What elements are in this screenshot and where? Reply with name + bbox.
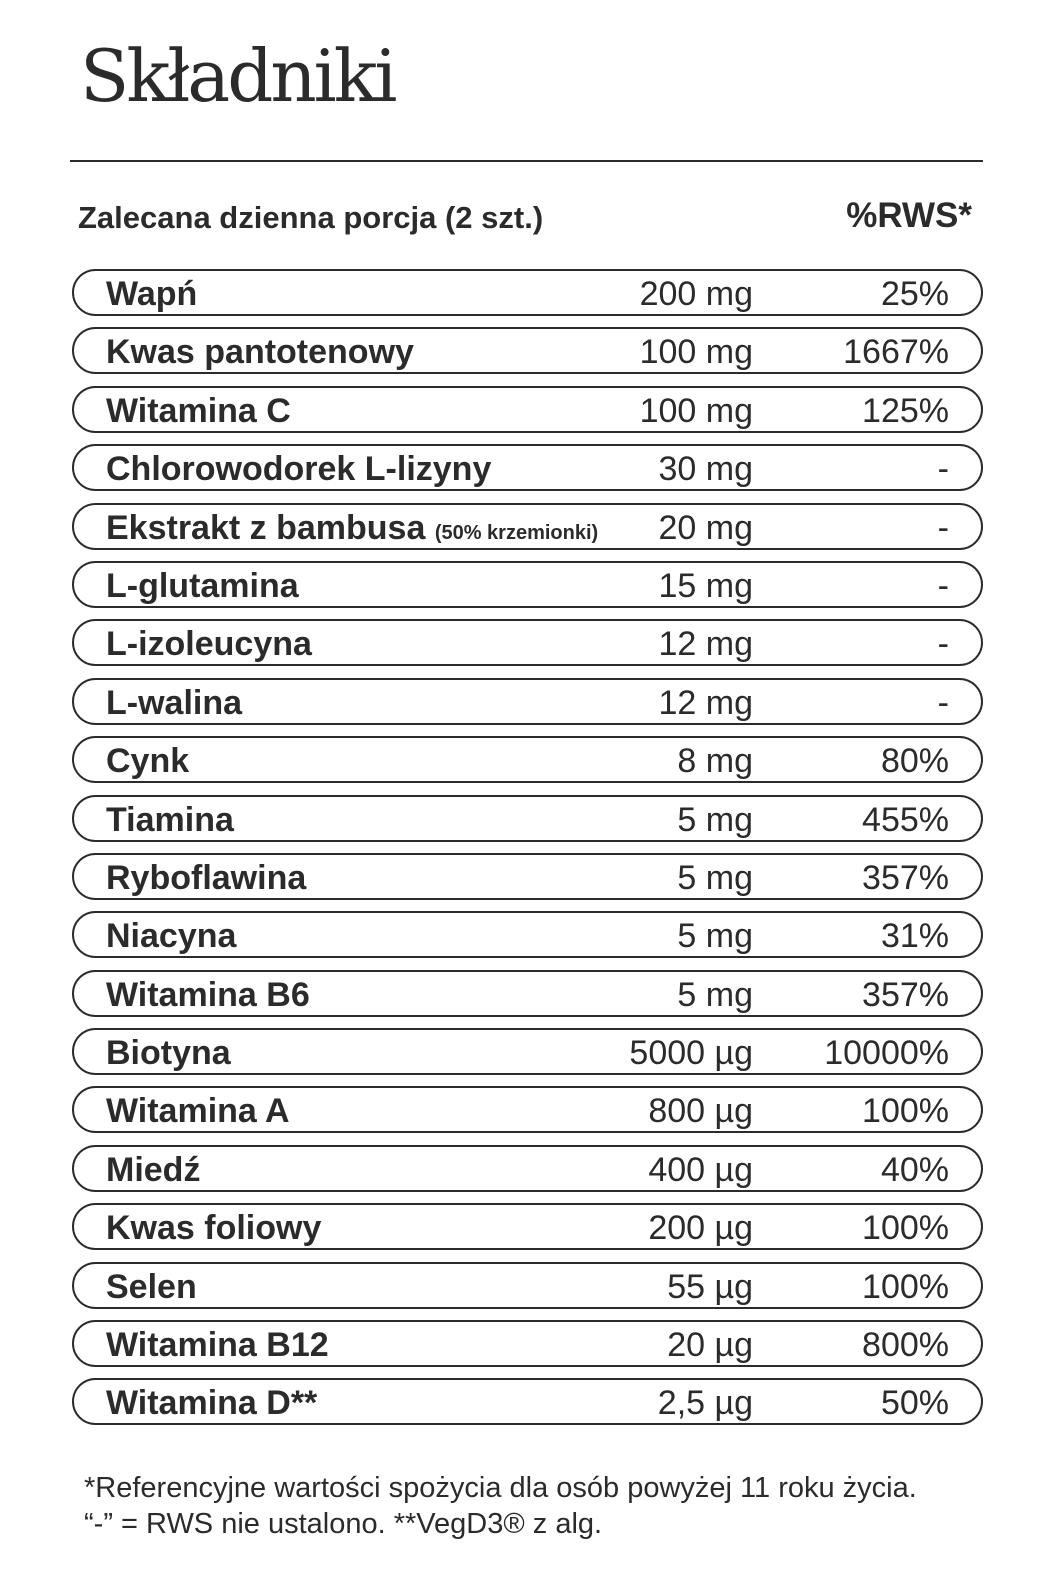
ingredient-rws: 50% bbox=[880, 1384, 949, 1423]
ingredient-rws: 100% bbox=[862, 1267, 949, 1306]
table-row bbox=[72, 1086, 983, 1133]
ingredient-amount: 55 µg bbox=[667, 1267, 753, 1306]
ingredient-amount: 8 mg bbox=[677, 742, 753, 781]
ingredient-name: Witamina C bbox=[106, 391, 291, 430]
ingredient-amount: 12 mg bbox=[658, 625, 753, 664]
table-row bbox=[72, 1203, 983, 1250]
table-row bbox=[72, 1378, 983, 1425]
ingredient-name: Ryboflawina bbox=[106, 858, 307, 897]
divider bbox=[70, 160, 983, 162]
ingredient-rws: 31% bbox=[880, 917, 949, 956]
ingredient-rws: 357% bbox=[862, 975, 949, 1014]
ingredient-amount: 20 mg bbox=[658, 508, 753, 547]
table-row bbox=[72, 1320, 983, 1367]
table-header-portion: Zalecana dzienna porcja (2 szt.) bbox=[78, 200, 544, 235]
ingredient-name: Kwas foliowy bbox=[106, 1209, 322, 1248]
table-row bbox=[72, 911, 983, 958]
ingredient-name: L-walina bbox=[106, 683, 243, 722]
table-row bbox=[72, 1262, 983, 1309]
ingredient-amount: 30 mg bbox=[658, 450, 753, 489]
ingredient-amount: 5 mg bbox=[677, 800, 753, 839]
ingredient-amount: 5 mg bbox=[677, 975, 753, 1014]
ingredient-name: Niacyna bbox=[106, 917, 237, 956]
table-row bbox=[72, 970, 983, 1017]
table-row bbox=[72, 386, 983, 433]
ingredient-rws: 100% bbox=[862, 1209, 949, 1248]
ingredient-rws: - bbox=[937, 508, 949, 547]
ingredient-amount: 200 mg bbox=[639, 275, 753, 313]
page-title: Składniki bbox=[80, 34, 395, 118]
ingredient-amount: 5 mg bbox=[677, 917, 753, 956]
ingredient-rws: - bbox=[937, 450, 949, 489]
ingredient-amount: 100 mg bbox=[639, 391, 753, 430]
ingredient-note: (50% krzemionki) bbox=[434, 521, 599, 544]
ingredient-rws: 800% bbox=[862, 1326, 949, 1365]
table-row bbox=[72, 444, 983, 491]
ingredient-amount: 20 µg bbox=[667, 1326, 753, 1365]
table-row bbox=[72, 503, 983, 550]
ingredient-rws: - bbox=[937, 683, 949, 722]
ingredient-name: L-glutamina bbox=[106, 566, 299, 605]
ingredient-rws: 125% bbox=[862, 391, 949, 430]
ingredient-rws: - bbox=[937, 625, 949, 664]
ingredient-rws: 357% bbox=[862, 858, 949, 897]
ingredient-rws: 100% bbox=[862, 1092, 949, 1131]
ingredient-amount: 5 mg bbox=[677, 858, 753, 897]
ingredient-rws: - bbox=[937, 566, 949, 605]
ingredient-amount: 200 µg bbox=[648, 1209, 753, 1248]
ingredient-amount: 15 mg bbox=[658, 566, 753, 605]
ingredient-name: Ekstrakt z bambusa (50% krzemionki) bbox=[106, 508, 599, 547]
ingredient-rws: 1667% bbox=[843, 333, 949, 372]
ingredient-amount: 800 µg bbox=[648, 1092, 753, 1131]
ingredient-name: Kwas pantotenowy bbox=[106, 333, 414, 372]
table-row bbox=[72, 269, 983, 316]
ingredients-table bbox=[72, 269, 983, 1437]
ingredient-name: Cynk bbox=[106, 742, 190, 781]
ingredient-name: Witamina D** bbox=[106, 1384, 318, 1423]
ingredient-rws: 40% bbox=[880, 1150, 949, 1189]
ingredient-amount: 12 mg bbox=[658, 683, 753, 722]
ingredient-amount: 400 µg bbox=[648, 1150, 753, 1189]
table-row bbox=[72, 561, 983, 608]
table-row bbox=[72, 619, 983, 666]
ingredient-name: Selen bbox=[106, 1267, 197, 1306]
ingredient-name: Witamina B12 bbox=[106, 1326, 329, 1365]
ingredient-rws: 455% bbox=[862, 800, 949, 839]
footnote bbox=[84, 1470, 917, 1542]
ingredient-name: Chlorowodorek L-lizyny bbox=[106, 450, 492, 489]
ingredient-name: Wapń bbox=[106, 275, 198, 313]
ingredient-rws: 10000% bbox=[824, 1034, 949, 1073]
ingredient-rws: 25% bbox=[880, 275, 949, 313]
table-header-rws: %RWS* bbox=[846, 196, 972, 235]
ingredient-amount: 100 mg bbox=[639, 333, 753, 372]
table-row bbox=[72, 736, 983, 783]
table-row bbox=[72, 1028, 983, 1075]
ingredient-name: L-izoleucyna bbox=[106, 625, 312, 664]
table-row bbox=[72, 795, 983, 842]
ingredient-amount: 2,5 µg bbox=[657, 1384, 753, 1423]
ingredient-name: Miedź bbox=[106, 1150, 201, 1189]
table-row bbox=[72, 853, 983, 900]
ingredient-name: Witamina A bbox=[106, 1092, 290, 1131]
ingredient-name: Tiamina bbox=[106, 800, 234, 839]
table-row bbox=[72, 1145, 983, 1192]
footnote-line-2: “-” = RWS nie ustalono. **VegD3® z alg. bbox=[84, 1508, 603, 1540]
ingredient-amount: 5000 µg bbox=[629, 1034, 753, 1073]
table-row bbox=[72, 327, 983, 374]
ingredient-rws: 80% bbox=[880, 742, 949, 781]
ingredient-name: Witamina B6 bbox=[106, 975, 310, 1014]
table-row bbox=[72, 678, 983, 725]
footnote-line-1: *Referencyjne wartości spożycia dla osób powyżej 11 roku życia. bbox=[84, 1472, 917, 1504]
ingredient-name: Biotyna bbox=[106, 1034, 231, 1073]
